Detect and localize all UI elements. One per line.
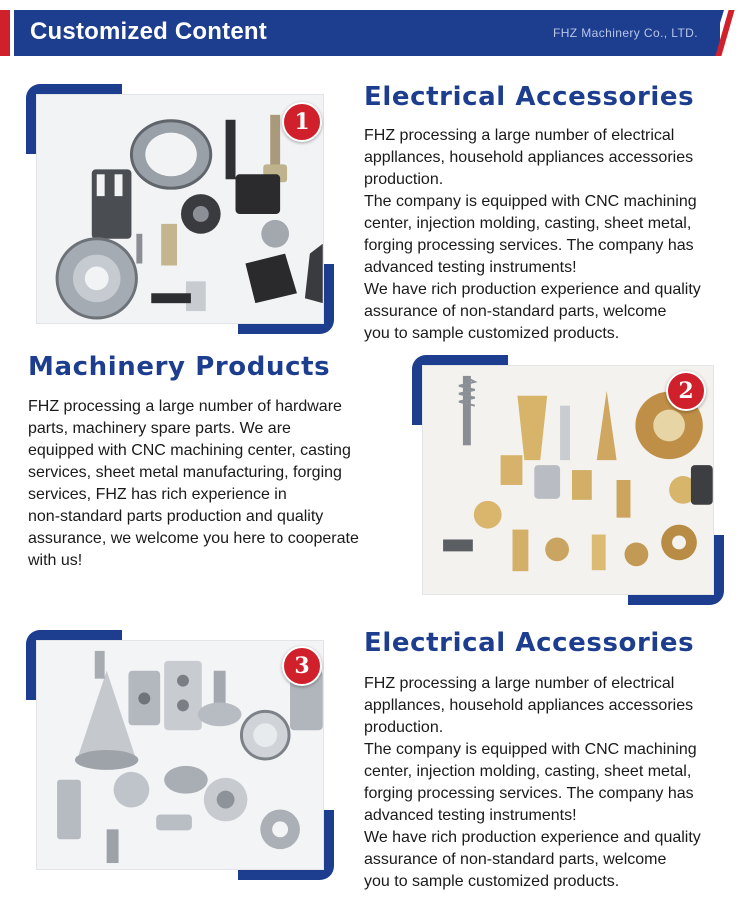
- banner-red-stripe: [0, 10, 10, 56]
- section-1-paragraph: FHZ processing a large number of electrical appllances, household appliances accessories production. The company is equipped with CNC machining center, injection molding, casting, sheet metal, forging processing services. The company has advanced testing instruments! We have rich production experience and quality assurance of non-standard parts, welcome you to sample customized products.: [364, 127, 701, 342]
- section-3-paragraph: FHZ processing a large number of electrical appllances, household appliances accessories production. The company is equipped with CNC machining center, injection molding, casting, sheet metal, forging processing services. The company has advanced testing instruments! We have rich production experience and quality assurance of non-standard parts, welcome you to sample customized products.: [364, 675, 701, 890]
- section-1-heading: Electrical Accessories: [364, 82, 695, 112]
- section-2-heading: Machinery Products: [28, 352, 331, 382]
- header-banner: [0, 0, 750, 60]
- section-1-photo-frame: [26, 84, 334, 334]
- steel-parts-illustration: [37, 641, 323, 869]
- metal-parts-photo: [36, 94, 324, 324]
- section-2-photo-frame: [412, 355, 724, 605]
- section-3-number-badge: 3: [282, 646, 322, 686]
- section-3-photo-frame: [26, 630, 334, 880]
- metal-parts-illustration: [37, 95, 323, 323]
- banner-company-name: FHZ Machinery Co., LTD.: [552, 26, 698, 40]
- banner-title: Customized Content: [30, 18, 267, 45]
- section-1-number-badge: 1: [282, 102, 322, 142]
- section-3-heading: Electrical Accessories: [364, 628, 695, 658]
- section-2-number-badge: 2: [666, 371, 706, 411]
- section-2-paragraph: FHZ processing a large number of hardware parts, machinery spare parts. We are equipped with CNC machining center, casting services, sheet metal manufacturing, forging services, FHZ has rich experience in non-standard parts production and quality assurance, we welcome you here to cooperate with us!: [28, 398, 359, 569]
- steel-parts-photo: [36, 640, 324, 870]
